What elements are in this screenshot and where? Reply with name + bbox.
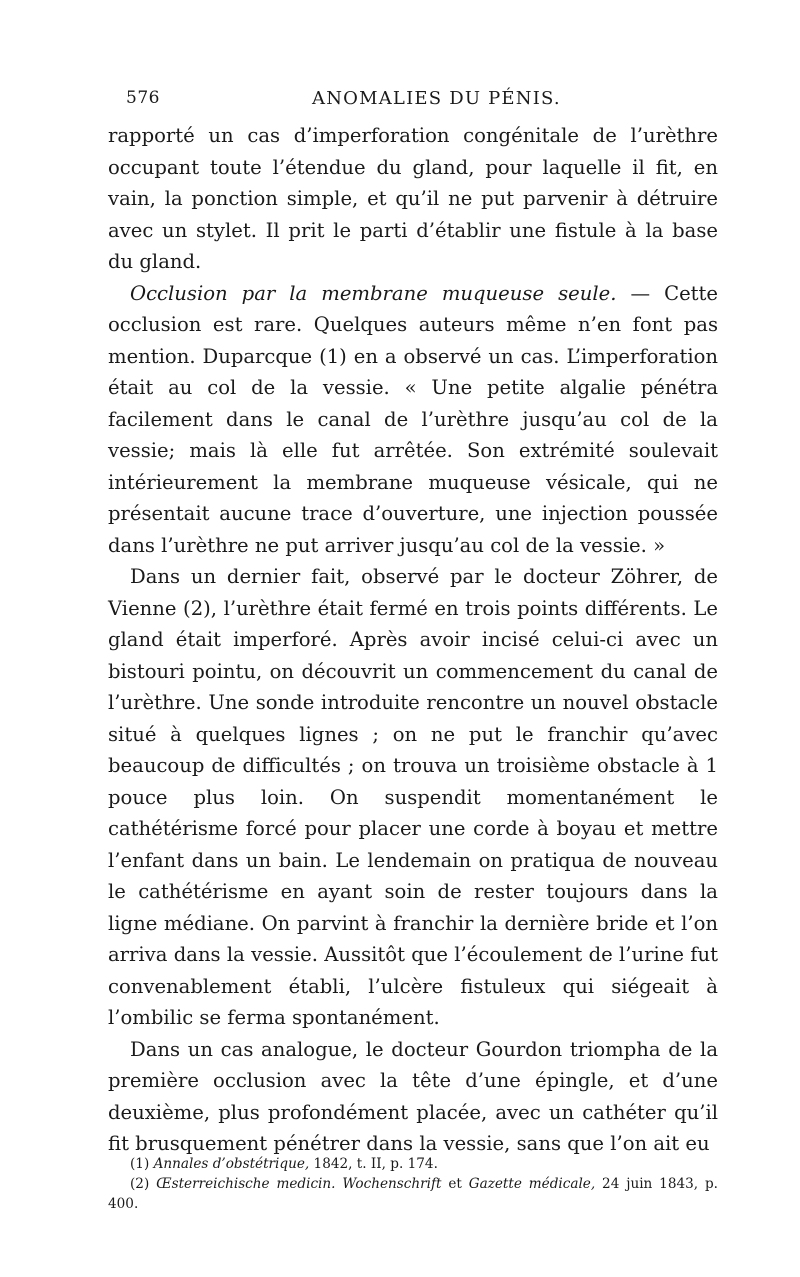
footnote-1-number: (1)	[130, 1156, 154, 1172]
paragraph-2	[108, 278, 718, 562]
footnote-2-title-3: Gazette médicale,	[468, 1176, 596, 1192]
footnote-2-number: (2)	[130, 1176, 157, 1192]
footnote-2-and: et	[441, 1176, 469, 1192]
footnote-1	[108, 1154, 718, 1174]
paragraph-4: Dans un cas analogue, le docteur Gourdon triompha de la première occlusion avec la tête d’une épingle, et d’une deuxième, plus profondément placée, avec un cathéter qu’il fit brusquement pénétrer dans la vessie, sans que l’on ait eu	[108, 1037, 718, 1155]
footnote-2-rest: 24 juin 1843, p. 400.	[108, 1176, 718, 1212]
footnote-1-title: Annales d’obstétrique,	[153, 1156, 310, 1172]
paragraph-3: Dans un dernier fait, observé par le docteur Zöhrer, de Vienne (2), l’urèthre était fermé en trois points différents. Le gland était imperforé. Après avoir incisé celui-ci avec un bistouri pointu, on découvrit un commencement du canal de l’urèthre. Une sonde introduite rencontre un nouvel obstacle situé à quelques lignes ; on ne put le franchir qu’avec beaucoup de difficultés ; on trouva un troisième obstacle à 1 pouce plus loin. On suspendit momentanément le cathétérisme forcé pour placer une corde à boyau et mettre l’enfant dans un bain. Le lendemain on pratiqua de nouveau le cathétérisme en ayant soin de rester toujours dans la ligne médiane. On parvint à franchir la dernière bride et l’on arriva dans la vessie. Aussitôt que l’écoulement de l’urine fut convenablement établi, l’ulcère fistuleux qui siégeait à l’ombilic se ferma spontanément.	[108, 565, 718, 1029]
section-heading-occlusion: Occlusion par la membrane muqueuse seule.	[130, 281, 617, 305]
footnote-2	[108, 1174, 718, 1214]
paragraph-1: rapporté un cas d’imperforation congénitale de l’urèthre occupant toute l’étendue du gland, pour laquelle il fit, en vain, la ponction simple, et qu’il ne put parvenir à détruire avec un stylet. Il prit le parti d’établir une fistule à la base du gland.	[108, 124, 718, 273]
running-head: ANOMALIES DU PÉNIS.	[312, 88, 561, 109]
paragraph-2-text: — Cette occlusion est rare. Quelques auteurs même n’en font pas mention. Duparcque (1) en a observé un cas. L’imperforation était au col de la vessie. « Une petite algalie pénétra facilement dans le canal de l’urèthre jusqu’au col de la vessie; mais là elle fut arrêtée. Son extrémité soulevait intérieurement la membrane muqueuse vésicale, qui ne présentait aucune trace d’ouverture, une injection poussée dans l’urèthre ne put arriver jusqu’au col de la vessie. »	[108, 281, 719, 557]
page-number: 576	[126, 88, 160, 108]
footnote-1-rest: 1842, t. II, p. 174.	[309, 1156, 438, 1172]
footnotes	[108, 1154, 718, 1214]
body-text	[108, 120, 718, 1160]
footnote-2-title-2: Wochenschrift	[342, 1176, 442, 1192]
page-header	[126, 88, 716, 112]
footnote-2-title-1: Œsterreichische medicin.	[156, 1176, 336, 1192]
